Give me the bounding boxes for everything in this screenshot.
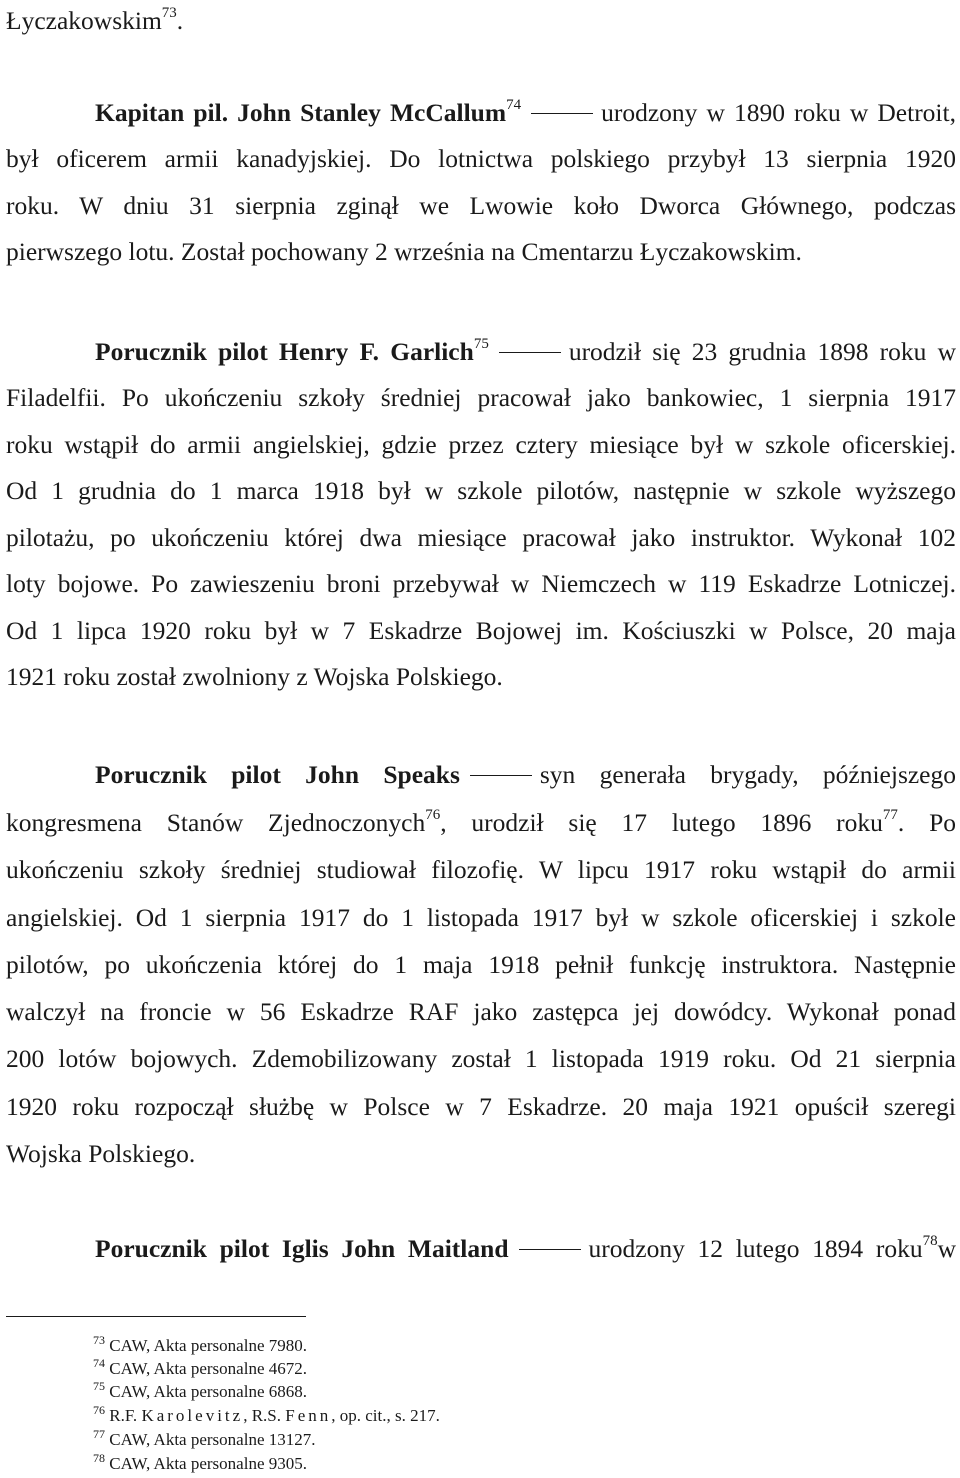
footnote-number: 74 — [93, 1356, 105, 1370]
footnote-number: 73 — [93, 1333, 105, 1347]
footnote-number: 76 — [93, 1403, 105, 1417]
paragraph-garlich-line-7: Od 1 lipca 1920 roku był w 7 Eskadrze Bojowej im. Kościuszki w Polsce, 20 maja — [6, 616, 956, 645]
footnote-73 — [93, 1333, 307, 1356]
paragraph-speaks-line-6: walczył na froncie w 56 Eskadrze RAF jako zastępca jej dowódcy. Wykonał ponad — [6, 997, 956, 1026]
paragraph-mccallum-line-4: pierwszego lotu. Został pochowany 2 września na Cmentarzu Łyczakowskim. — [6, 237, 802, 266]
person-name: Porucznik pilot Henry F. Garlich — [95, 337, 474, 366]
paragraph-speaks-line-9: Wojska Polskiego. — [6, 1139, 196, 1168]
paragraph-garlich-line-3: roku wstąpił do armii angielskiej, gdzie przez cztery miesiące był w szkole oficerskiej. — [6, 430, 956, 459]
footnote-ref[interactable]: 75 — [473, 336, 489, 352]
paragraph-garlich-line-4: Od 1 grudnia do 1 marca 1918 był w szkole pilotów, następnie w szkole wyższego — [6, 476, 956, 505]
text-span: , urodził się 17 lutego 1896 roku — [440, 808, 883, 837]
footnote-text: CAW, Akta personalne 9305. — [109, 1454, 307, 1473]
footnote-76 — [93, 1403, 440, 1426]
em-dash — [499, 352, 561, 353]
footnote-text: CAW, Akta personalne 7980. — [109, 1336, 307, 1355]
em-dash — [470, 775, 532, 776]
paragraph-maitland-line-1 — [95, 1234, 956, 1264]
footnote-text: CAW, Akta personalne 13127. — [109, 1430, 316, 1449]
paragraph-mccallum-line-1 — [95, 98, 956, 128]
paragraph-garlich-line-2: Filadelfii. Po ukończeniu szkoły średniej pracował jako bankowiec, 1 sierpnia 1917 — [6, 383, 956, 412]
paragraph-garlich-line-1 — [95, 337, 956, 367]
paragraph-speaks-line-4: angielskiej. Od 1 sierpnia 1917 do 1 listopada 1917 był w szkole oficerskiej i szkole — [6, 903, 956, 932]
footnote-text: , R.S. — [243, 1406, 281, 1425]
text-span: kongresmena Stanów Zjednoczonych — [6, 808, 426, 837]
paragraph-speaks-line-1 — [95, 760, 956, 790]
footnote-77 — [93, 1427, 316, 1450]
text-span: w — [937, 1234, 956, 1263]
em-dash — [531, 113, 593, 114]
footnote-ref[interactable]: 73 — [161, 5, 177, 21]
footnote-78 — [93, 1451, 307, 1474]
text-span: urodzony 12 lutego 1894 roku — [588, 1234, 923, 1263]
footnote-number: 75 — [93, 1379, 105, 1393]
person-name: Kapitan pil. John Stanley McCallum — [95, 98, 507, 127]
paragraph-speaks-line-3: ukończeniu szkoły średniej studiował filozofię. W lipcu 1917 roku wstąpił do armii — [6, 855, 956, 884]
text-span: Łyczakowskim — [6, 6, 162, 35]
footnote-74 — [93, 1356, 307, 1379]
em-dash — [519, 1249, 581, 1250]
paragraph-garlich-line-8: 1921 roku został zwolniony z Wojska Polskiego. — [6, 662, 503, 691]
footnote-text: CAW, Akta personalne 6868. — [109, 1382, 307, 1401]
footnote-separator — [6, 1316, 306, 1317]
footnote-ref[interactable]: 78 — [922, 1233, 938, 1249]
footnote-ref[interactable]: 77 — [882, 807, 898, 823]
person-name: Porucznik pilot John Speaks — [95, 760, 460, 789]
text-span: syn generała brygady, późniejszego — [539, 760, 957, 789]
paragraph-speaks-line-7: 200 lotów bojowych. Zdemobilizowany został 1 listopada 1919 roku. Od 21 sierpnia — [6, 1044, 956, 1073]
author-surname: Fenn — [285, 1406, 332, 1425]
footnote-number: 77 — [93, 1427, 105, 1441]
text-span: . Po — [897, 808, 957, 837]
author-surname: Karolevitz — [141, 1406, 244, 1425]
text-span: urodził się 23 grudnia 1898 roku w — [568, 337, 956, 366]
footnote-75 — [93, 1379, 307, 1402]
footnote-number: 78 — [93, 1451, 105, 1465]
paragraph-garlich-line-5: pilotażu, po ukończeniu której dwa miesiące pracował jako instruktor. Wykonał 102 — [6, 523, 956, 552]
text-span: urodzony w 1890 roku w Detroit, — [601, 98, 956, 127]
footnote-text: , op. cit., s. 217. — [331, 1406, 440, 1425]
paragraph-mccallum-line-2: był oficerem armii kanadyjskiej. Do lotnictwa polskiego przybył 13 sierpnia 1920 — [6, 144, 956, 173]
footnote-text: CAW, Akta personalne 4672. — [109, 1359, 307, 1378]
paragraph-speaks-line-5: pilotów, po ukończenia której do 1 maja 1918 pełnił funkcję instruktora. Następnie — [6, 950, 956, 979]
footnote-text: R.F. — [109, 1406, 138, 1425]
text-span: . — [176, 6, 184, 35]
paragraph-speaks-line-2 — [6, 808, 956, 838]
person-name: Porucznik pilot Iglis John Maitland — [95, 1234, 509, 1263]
text-line — [6, 6, 956, 36]
paragraph-speaks-line-8: 1920 roku rozpoczął służbę w Polsce w 7 Eskadrze. 20 maja 1921 opuścił szeregi — [6, 1092, 956, 1121]
paragraph-garlich-line-6: loty bojowe. Po zawieszeniu broni przebywał w Niemczech w 119 Eskadrze Lotniczej. — [6, 569, 956, 598]
paragraph-mccallum-line-3: roku. W dniu 31 sierpnia zginął we Lwowie koło Dworca Głównego, podczas — [6, 191, 956, 220]
footnote-ref[interactable]: 74 — [506, 97, 522, 113]
footnote-ref[interactable]: 76 — [425, 807, 441, 823]
